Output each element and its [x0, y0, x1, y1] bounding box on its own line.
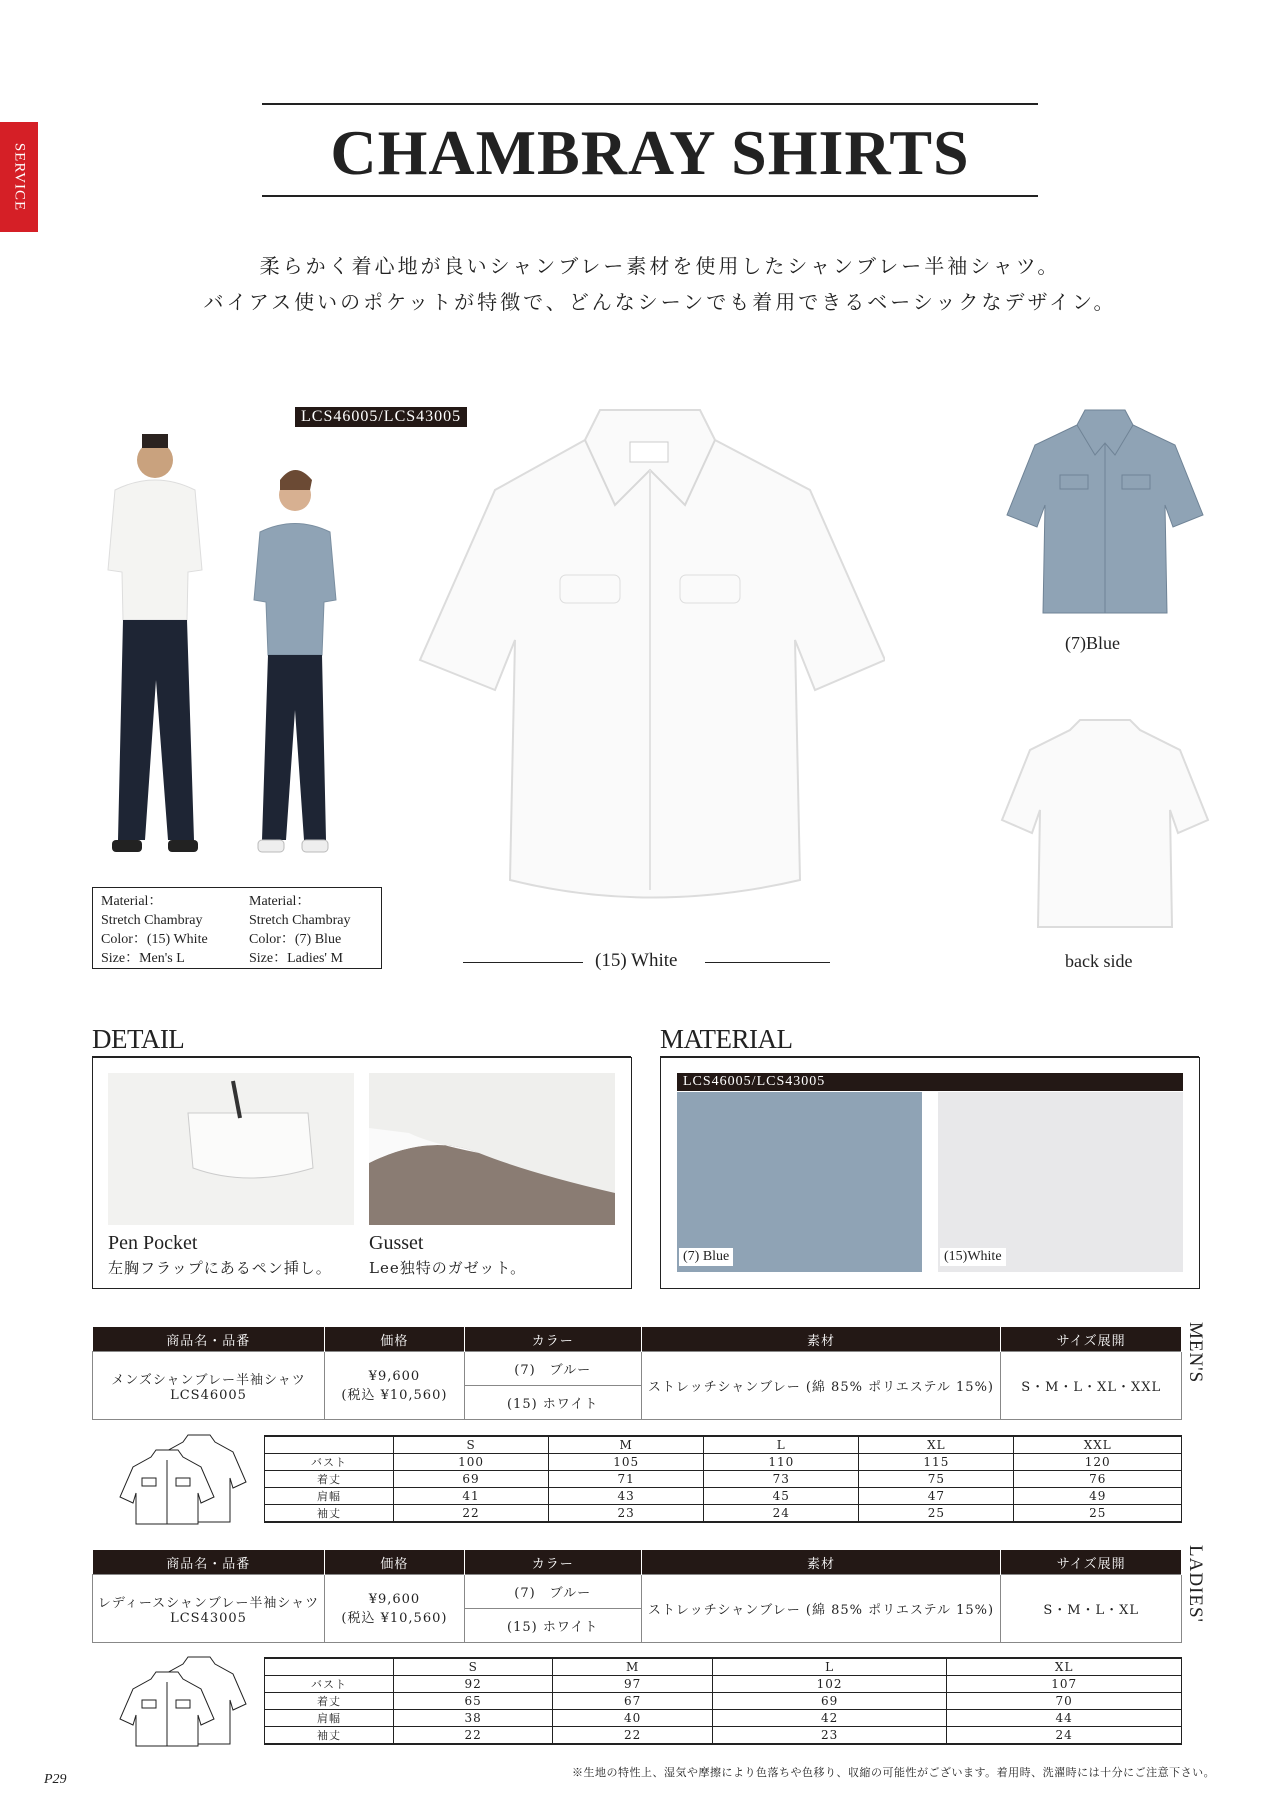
size-value: 47: [859, 1488, 1014, 1505]
size-value: 76: [1014, 1471, 1182, 1488]
size-value: 24: [947, 1727, 1182, 1745]
size-row: [265, 1727, 1182, 1745]
size-value: 107: [947, 1676, 1182, 1693]
size-header-blank: [265, 1436, 394, 1454]
size-value: 44: [947, 1710, 1182, 1727]
blue-swatch: [677, 1092, 922, 1272]
title-bottom-rule: [262, 195, 1038, 197]
model-spec-mens: [101, 892, 208, 968]
size-row: [265, 1710, 1182, 1727]
col-header-color: カラー: [464, 1327, 641, 1352]
title-top-rule: [262, 103, 1038, 105]
blue-swatch-label: (7) Blue: [679, 1248, 733, 1266]
col-header-name: 商品名・品番: [93, 1327, 325, 1352]
size-value: 25: [1014, 1505, 1182, 1523]
model-spec-ladies: [249, 892, 350, 968]
model-spec-box: [92, 887, 382, 969]
caption-rule-right: [705, 962, 830, 963]
mens-shirt-sketch: [118, 1430, 248, 1526]
size-column-header: S: [394, 1658, 553, 1676]
size-value: 49: [1014, 1488, 1182, 1505]
product-code: LCS43005: [170, 1610, 247, 1626]
size-column-header: L: [712, 1658, 947, 1676]
color-option: (7) ブルー: [464, 1575, 641, 1609]
size-value: 105: [549, 1454, 704, 1471]
size-value: 25: [859, 1505, 1014, 1523]
spec-color: Color：(7) Blue: [249, 932, 342, 947]
col-header-color: カラー: [464, 1550, 641, 1575]
blue-shirt-photo: [1005, 405, 1205, 620]
size-header-blank: [265, 1658, 394, 1676]
size-row: [265, 1454, 1182, 1471]
material-rule: [660, 1056, 1199, 1058]
spec-size: Size：Ladies' M: [249, 951, 343, 966]
size-value: 71: [549, 1471, 704, 1488]
size-value: 120: [1014, 1454, 1182, 1471]
footnote: ※生地の特性上、湿気や摩擦により色落ちや色移り、収縮の可能性がございます。着用時、洗濯時には十分にご注意下さい。: [572, 1766, 1216, 1779]
ladies-shirt-sketch: [118, 1652, 248, 1748]
pen-pocket-label: Pen Pocket: [108, 1232, 198, 1254]
size-value: 38: [394, 1710, 553, 1727]
size-value: 102: [712, 1676, 947, 1693]
white-swatch: [938, 1092, 1183, 1272]
size-column-header: S: [394, 1436, 549, 1454]
col-header-material: 素材: [641, 1550, 1001, 1575]
size-range: S・M・L・XL: [1001, 1575, 1182, 1643]
size-value: 40: [553, 1710, 712, 1727]
mens-size-table: [264, 1435, 1182, 1523]
size-range: S・M・L・XL・XXL: [1001, 1352, 1182, 1420]
size-row-label: 肩幅: [265, 1488, 394, 1505]
size-value: 92: [394, 1676, 553, 1693]
ladies-price-cell: [325, 1575, 465, 1643]
col-header-price: 価格: [325, 1327, 465, 1352]
spec-size: Size：Men's L: [101, 951, 185, 966]
material-text: ストレッチシャンブレー (綿 85% ポリエステル 15%): [641, 1352, 1001, 1420]
material-code: LCS46005/LCS43005: [683, 1074, 826, 1089]
mens-price-cell: [325, 1352, 465, 1420]
lead-line-2: バイアス使いのポケットが特徴で、どんなシーンでも着用できるベーシックなデザイン。: [203, 290, 1117, 314]
spec-material-label: Material：: [101, 894, 163, 909]
main-color-caption: (15) White: [595, 950, 678, 971]
size-value: 75: [859, 1471, 1014, 1488]
models-photo: [90, 420, 390, 880]
material-text: ストレッチシャンブレー (綿 85% ポリエステル 15%): [641, 1575, 1001, 1643]
gusset-photo: [369, 1073, 615, 1225]
size-value: 45: [704, 1488, 859, 1505]
size-row-label: バスト: [265, 1454, 394, 1471]
size-row: [265, 1676, 1182, 1693]
size-value: 24: [704, 1505, 859, 1523]
size-value: 69: [712, 1693, 947, 1710]
section-tab: [0, 122, 38, 232]
material-title: MATERIAL: [660, 1024, 793, 1054]
size-column-header: XL: [947, 1658, 1182, 1676]
size-column-header: M: [549, 1436, 704, 1454]
mens-name-cell: [93, 1352, 325, 1420]
pen-pocket-photo: [108, 1073, 354, 1225]
page-number: P29: [44, 1772, 67, 1787]
size-value: 115: [859, 1454, 1014, 1471]
lead-line-1: 柔らかく着心地が良いシャンブレー素材を使用したシャンブレー半袖シャツ。: [259, 254, 1061, 278]
spec-material: Stretch Chambray: [101, 913, 203, 928]
mens-product-table: [92, 1327, 1182, 1420]
size-value: 97: [553, 1676, 712, 1693]
size-column-header: M: [553, 1658, 712, 1676]
ladies-size-table: [264, 1657, 1182, 1745]
page-title: CHAMBRAY SHIRTS: [330, 117, 970, 188]
size-value: 110: [704, 1454, 859, 1471]
back-side-photo: [1000, 715, 1210, 935]
product-code-tag: LCS46005/LCS43005: [295, 407, 467, 427]
size-column-header: XL: [859, 1436, 1014, 1454]
size-value: 67: [553, 1693, 712, 1710]
gusset-desc: Lee独特のガゼット。: [369, 1259, 527, 1277]
ladies-product-table: [92, 1550, 1182, 1643]
blue-caption: (7)Blue: [1065, 633, 1120, 653]
price: ¥9,600: [368, 1368, 421, 1384]
size-row-label: バスト: [265, 1676, 394, 1693]
size-value: 23: [549, 1505, 704, 1523]
caption-rule-left: [463, 962, 583, 963]
size-row: [265, 1693, 1182, 1710]
product-name: レディースシャンブレー半袖シャツ: [97, 1595, 320, 1611]
pen-pocket-desc: 左胸フラップにあるペン挿し。: [108, 1259, 332, 1277]
size-value: 23: [712, 1727, 947, 1745]
size-value: 69: [394, 1471, 549, 1488]
spec-material-label: Material：: [249, 894, 311, 909]
size-value: 100: [394, 1454, 549, 1471]
size-row-label: 着丈: [265, 1471, 394, 1488]
col-header-material: 素材: [641, 1327, 1001, 1352]
size-value: 42: [712, 1710, 947, 1727]
gusset-label: Gusset: [369, 1232, 424, 1254]
spec-color: Color：(15) White: [101, 932, 208, 947]
spec-material: Stretch Chambray: [249, 913, 351, 928]
size-row: [265, 1471, 1182, 1488]
white-swatch-label: (15)White: [940, 1248, 1006, 1266]
size-value: 22: [394, 1505, 549, 1523]
col-header-price: 価格: [325, 1550, 465, 1575]
size-value: 22: [553, 1727, 712, 1745]
size-row-label: 袖丈: [265, 1727, 394, 1745]
price-tax: (税込 ¥10,560): [341, 1387, 448, 1403]
size-value: 65: [394, 1693, 553, 1710]
color-option: (7) ブルー: [464, 1352, 641, 1386]
section-tab-label: SERVICE: [11, 142, 28, 212]
size-row: [265, 1488, 1182, 1505]
color-option: (15) ホワイト: [464, 1609, 641, 1643]
size-row-label: 肩幅: [265, 1710, 394, 1727]
price: ¥9,600: [368, 1591, 421, 1607]
col-header-sizes: サイズ展開: [1001, 1550, 1182, 1575]
color-option: (15) ホワイト: [464, 1386, 641, 1420]
product-code: LCS46005: [170, 1387, 247, 1403]
back-caption: back side: [1065, 951, 1133, 971]
size-column-header: XXL: [1014, 1436, 1182, 1454]
size-row-label: 袖丈: [265, 1505, 394, 1523]
size-column-header: L: [704, 1436, 859, 1454]
size-row-label: 着丈: [265, 1693, 394, 1710]
size-value: 41: [394, 1488, 549, 1505]
white-shirt-photo: [415, 400, 885, 910]
detail-title: DETAIL: [92, 1024, 185, 1054]
price-tax: (税込 ¥10,560): [341, 1610, 448, 1626]
col-header-sizes: サイズ展開: [1001, 1327, 1182, 1352]
product-name: メンズシャンブレー半袖シャツ: [111, 1372, 306, 1388]
ladies-side-label: LADIES': [1185, 1545, 1206, 1623]
col-header-name: 商品名・品番: [93, 1550, 325, 1575]
ladies-name-cell: [93, 1575, 325, 1643]
mens-side-label: MEN'S: [1185, 1322, 1206, 1384]
detail-rule: [92, 1056, 631, 1058]
size-value: 22: [394, 1727, 553, 1745]
size-value: 73: [704, 1471, 859, 1488]
size-row: [265, 1505, 1182, 1523]
size-value: 43: [549, 1488, 704, 1505]
size-value: 70: [947, 1693, 1182, 1710]
